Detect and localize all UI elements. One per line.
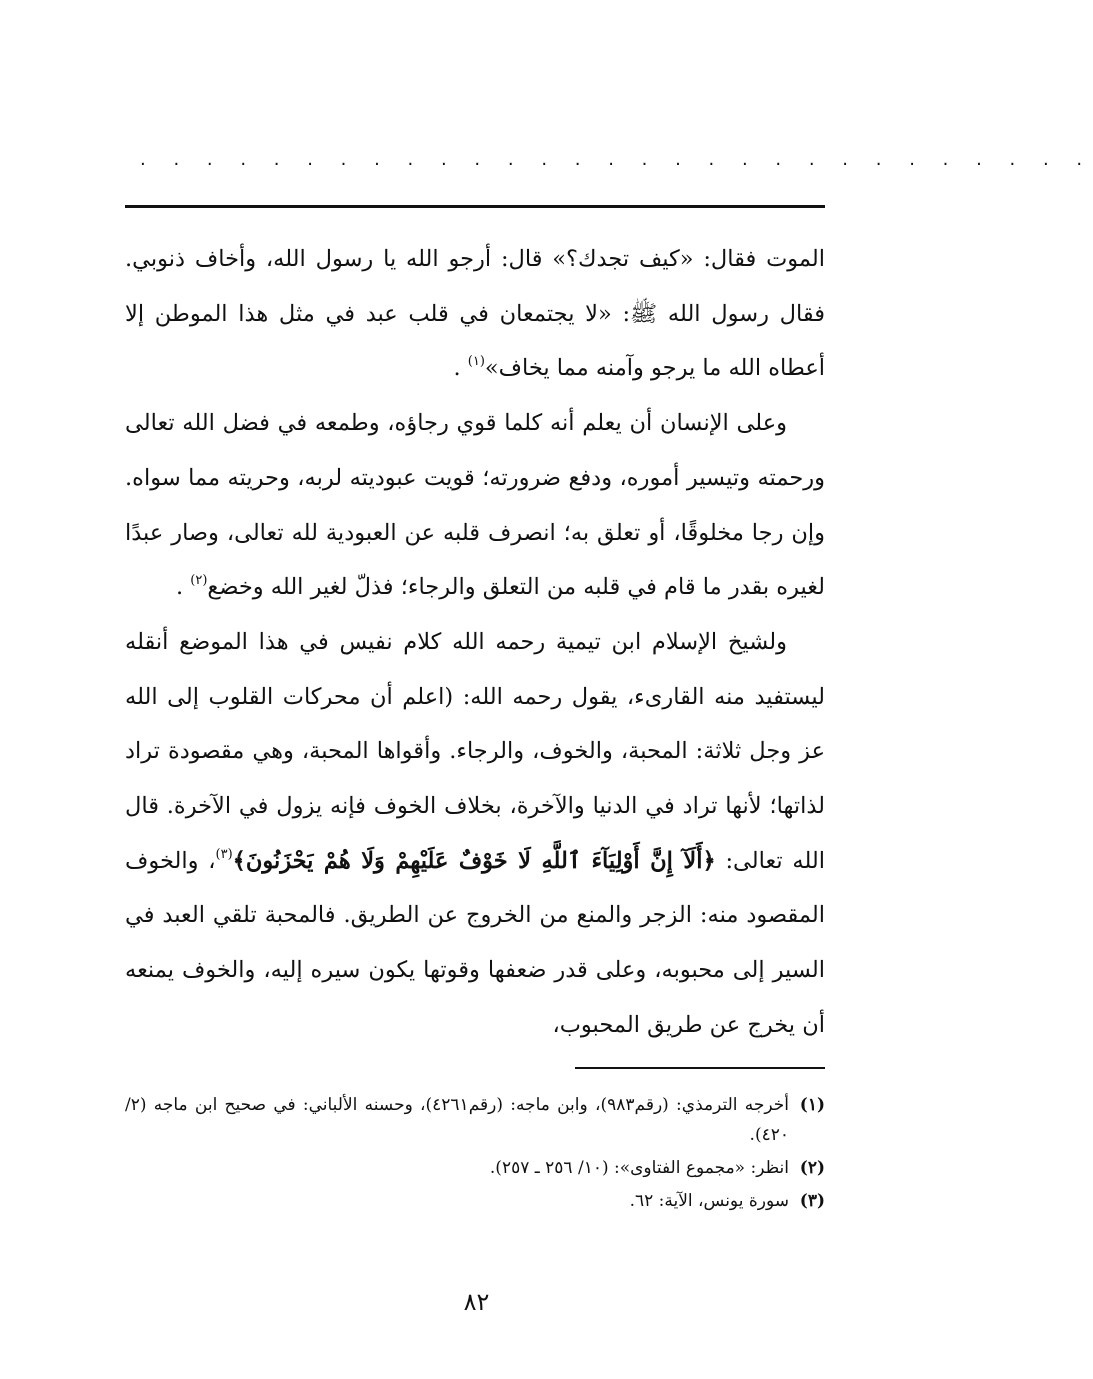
footnote-separator (575, 1067, 825, 1069)
page-number: ٨٢ (463, 1288, 490, 1316)
footnote-1-text: أخرجه الترمذي: (رقم٩٨٣)، وابن ماجه: (رقم٤٢٦١)، وحسنه الألباني: في صحيح ابن ماجه (٢/ ٤٢٠). (125, 1095, 789, 1145)
dotted-header-line: . . . . . . . . . . . . . . . . . . . . . . . . . . . . . (140, 149, 1093, 170)
paragraph-2-text: وعلى الإنسان أن يعلم أنه كلما قوي رجاؤه، وطمعه في فضل الله تعالى ورحمته وتيسير أموره، ودفع ضرورته؛ قويت عبوديته لربه، وحريته مما سواه. وإن رجا مخلوقًا، أو تعلق به؛ انصرف قلبه عن العبودية لله تعالى، وصار عبدًا لغيره بقدر ما قام في قلبه من التعلق والرجاء؛ فذلّ لغير الله وخضع (125, 410, 825, 601)
paragraph-3 (125, 615, 825, 1053)
main-text (125, 232, 825, 1053)
paragraph-2 (125, 396, 825, 615)
footnotes (125, 1090, 825, 1219)
footnote-2-number: (٢) (799, 1158, 825, 1178)
header-rule (125, 205, 825, 208)
footnote-3 (125, 1186, 825, 1216)
footnote-3-number: (٣) (799, 1191, 825, 1211)
footnote-2 (125, 1153, 825, 1183)
paragraph-1-tail: . (453, 355, 461, 382)
footnote-3-text: سورة يونس، الآية: ٦٢. (629, 1191, 789, 1211)
footnote-ref-1[interactable]: (١) (467, 354, 485, 370)
footnote-1 (125, 1090, 825, 1150)
paragraph-1-text: الموت فقال: «كيف تجدك؟» قال: أرجو الله يا رسول الله، وأخاف ذنوبي. فقال رسول الله ﷺ: «لا يجتمعان في قلب عبد في مثل هذا الموطن إلا أعطاه الله ما يرجو وآمنه مما يخاف» (125, 246, 825, 382)
footnote-2-text: انظر: «مجموع الفتاوى»: (١٠/ ٢٥٦ ـ ٢٥٧). (489, 1158, 789, 1178)
paragraph-3-text-b: ، والخوف المقصود منه: الزجر والمنع من الخروج عن الطريق. فالمحبة تلقي العبد في السير إلى محبوبه، وعلى قدر ضعفها وقوتها يكون سيره إليه، والخوف يمنعه أن يخرج عن طريق المحبوب، (125, 847, 825, 1038)
footnote-ref-3[interactable]: (٣) (215, 846, 233, 862)
paragraph-3-text-a: ولشيخ الإسلام ابن تيمية رحمه الله كلام نفيس في هذا الموضع أنقله ليستفيد منه القارىء، يقول رحمه الله: (اعلم أن محركات القلوب إلى الله عز وجل ثلاثة: المحبة، والخوف، والرجاء. وأقواها المحبة، وهي مقصودة تراد لذاتها؛ لأنها تراد في الدنيا والآخرة، بخلاف الخوف فإنه يزول في الآخرة. قال الله تعالى: (125, 628, 826, 874)
footnote-ref-2[interactable]: (٢) (190, 573, 208, 589)
paragraph-1 (125, 232, 825, 396)
paragraph-2-tail: . (175, 574, 184, 601)
quran-verse: ﴿أَلَآ إِنَّ أَوْلِيَآءَ ٱللَّهِ لَا خَوْفٌ عَلَيْهِمْ وَلَا هُمْ يَحْزَنُونَ﴾ (232, 847, 716, 874)
footnote-1-number: (١) (799, 1095, 825, 1115)
